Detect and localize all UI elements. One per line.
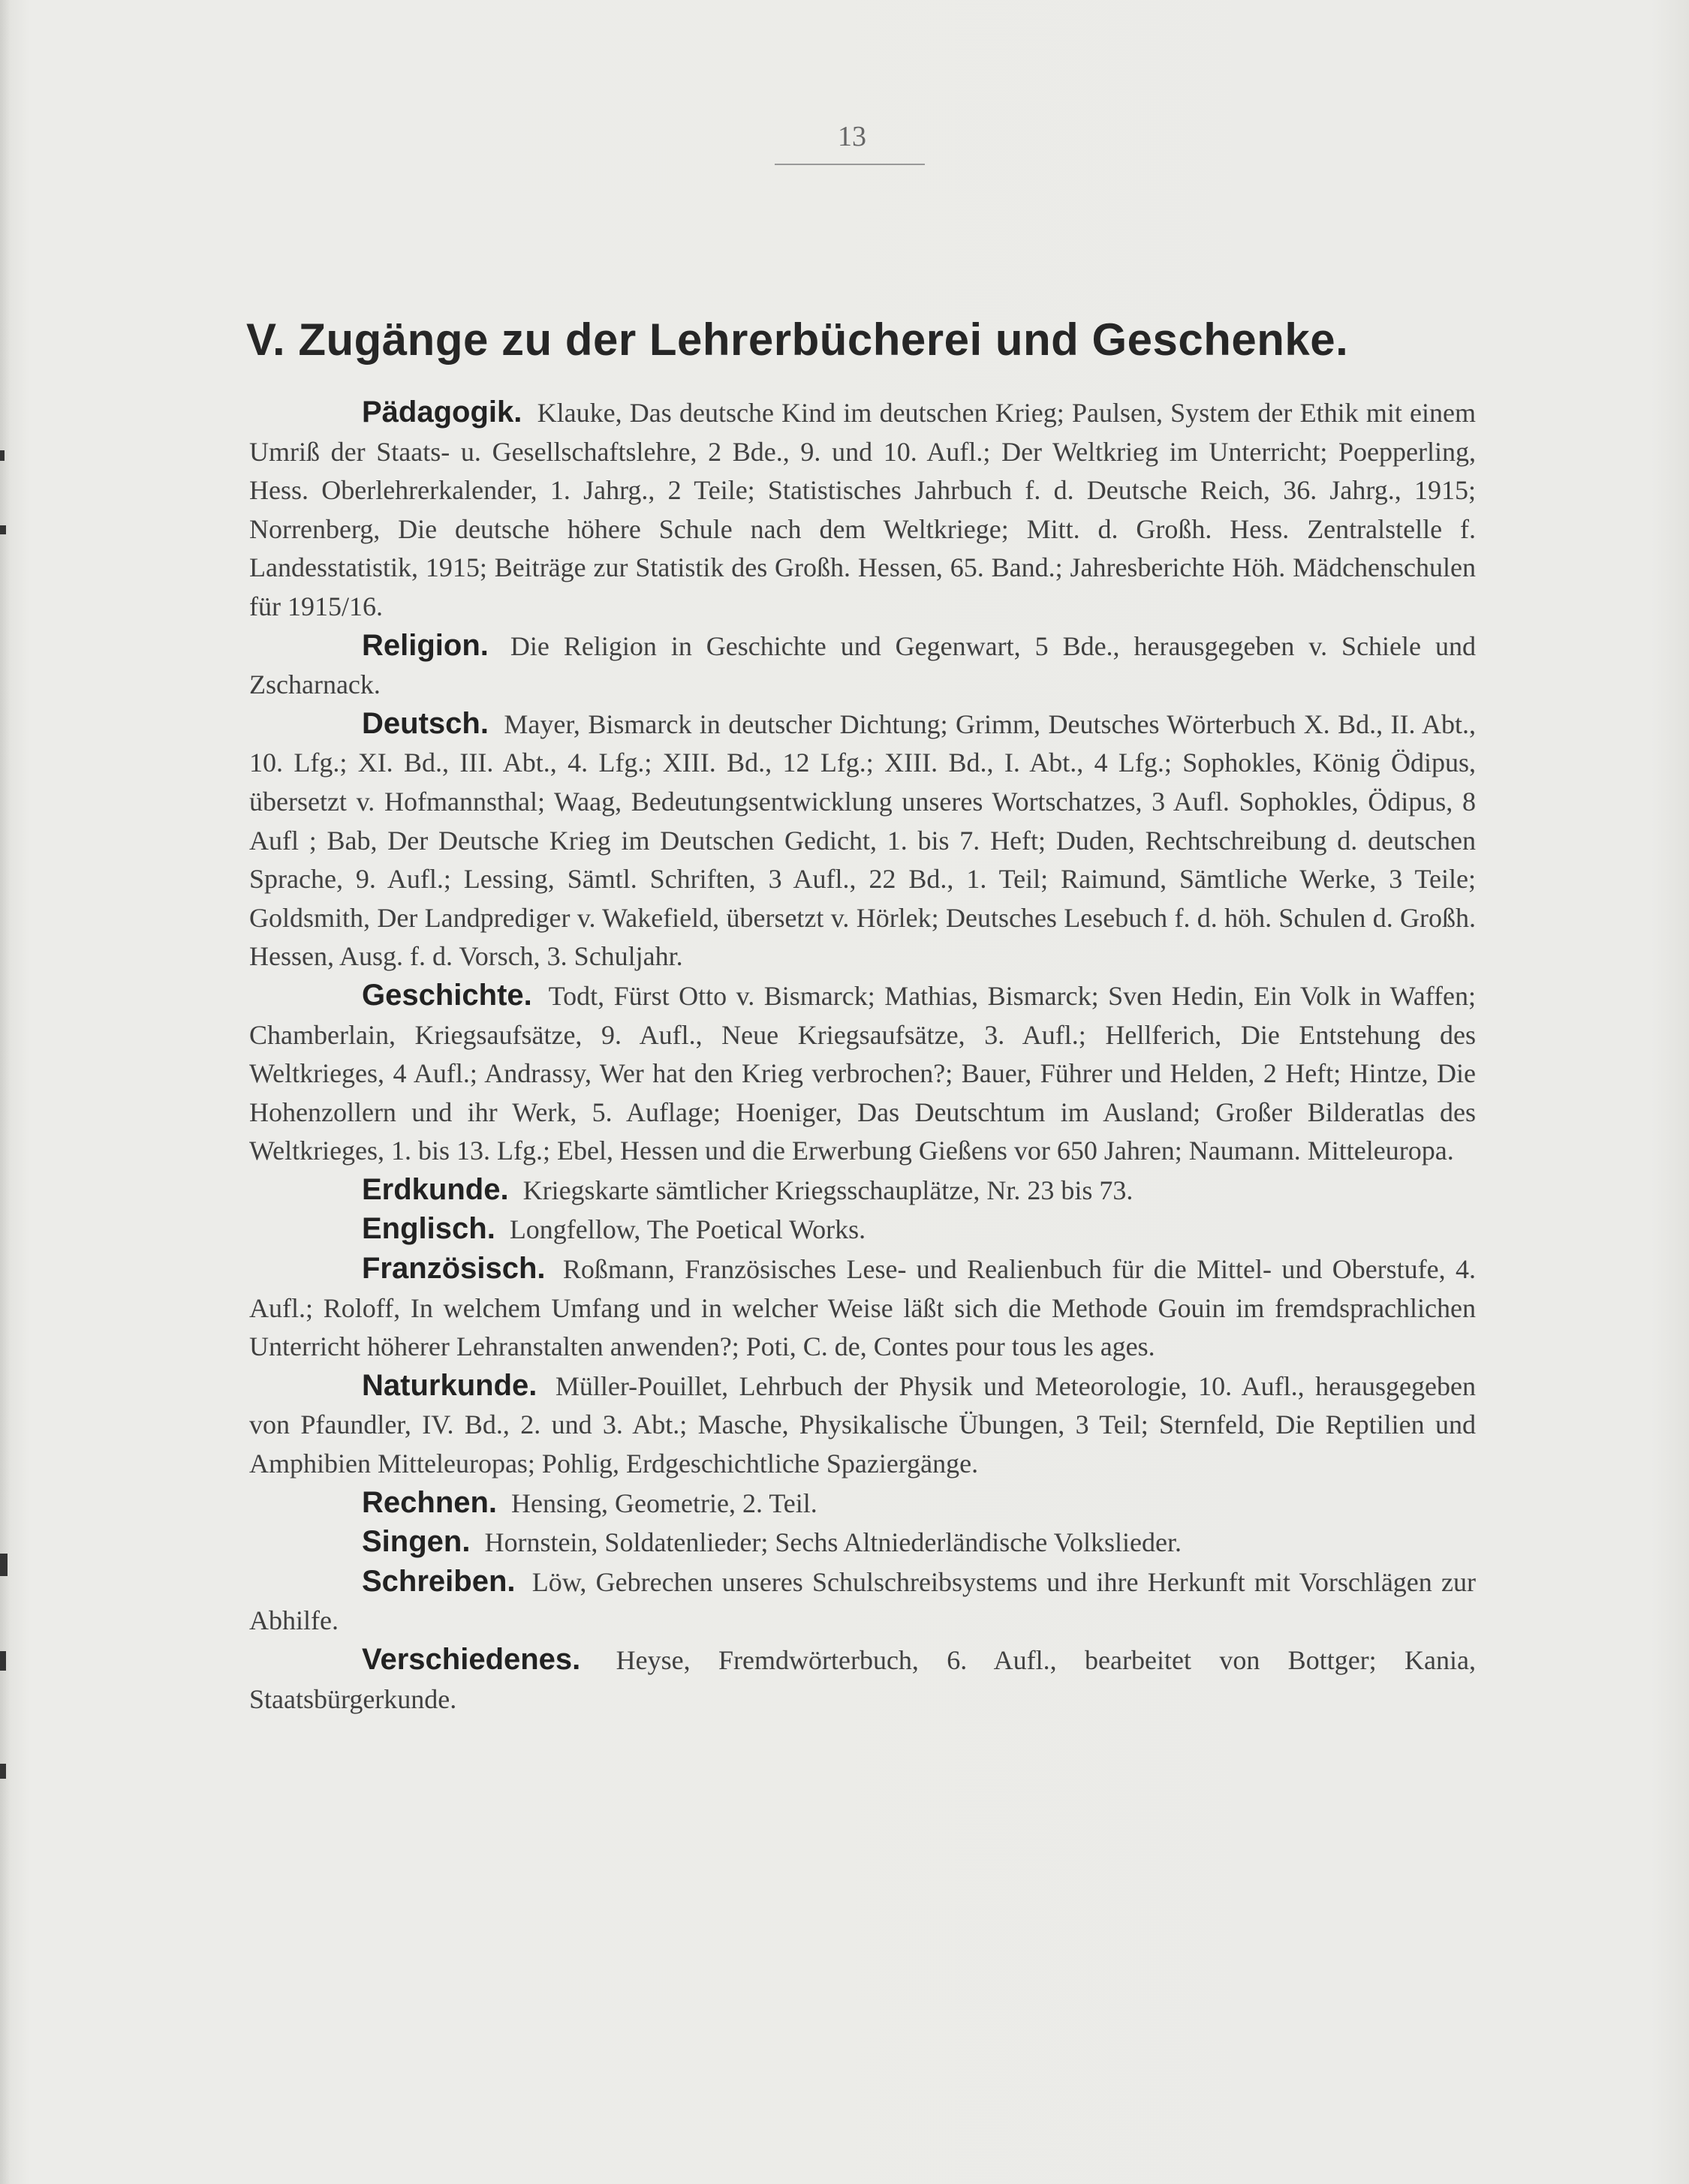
section-geschichte xyxy=(249,976,1476,1171)
section-label: Naturkunde. xyxy=(362,1368,537,1402)
section-franzoesisch xyxy=(249,1250,1476,1367)
section-label: Pädagogik. xyxy=(362,396,522,429)
section-religion xyxy=(249,627,1476,705)
section-singen xyxy=(249,1523,1476,1563)
section-schreiben xyxy=(249,1563,1476,1641)
section-paedagogik xyxy=(249,393,1476,627)
section-label: Geschichte. xyxy=(362,978,532,1012)
section-label: Singen. xyxy=(362,1525,471,1559)
section-label: Verschiedenes. xyxy=(362,1643,581,1676)
section-text: Müller-Pouillet, Lehrbuch der Physik und Meteorologie, 10. Aufl., herausgegeben von Pfaundler, IV. Bd., 2. und 3. Abt.; Masche, Physikalische Übungen, 3 Teil; Sternfeld, Die Reptilien und Amphibien Mitteleuropas; Pohlig, Erdgeschichtliche Spaziergänge. xyxy=(249,1370,1476,1479)
section-label: Französisch. xyxy=(362,1252,546,1286)
binding-mark xyxy=(0,450,5,461)
section-text: Heyse, Fremdwörterbuch, 6. Aufl., bearbeitet von Bottger; Kania, Staatsbürgerkunde. xyxy=(249,1645,1476,1714)
acquisitions-list xyxy=(249,393,1476,1719)
binding-mark xyxy=(0,1764,6,1779)
page-number-rule xyxy=(775,164,925,165)
section-text: Hensing, Geometrie, 2. Teil. xyxy=(511,1488,817,1518)
section-label: Rechnen. xyxy=(362,1485,498,1519)
section-text: Roßmann, Französisches Lese- und Realienbuch für die Mittel- und Oberstufe, 4. Aufl.; Roloff, In welchem Umfang und in welcher Weise läßt sich die Methode Gouin im fremdsprachlichen Unterricht höherer Lehranstalten anwenden?; Poti, C. de, Contes pour tous les ages. xyxy=(249,1254,1476,1362)
section-label: Religion. xyxy=(362,628,489,662)
section-text: Longfellow, The Poetical Works. xyxy=(509,1214,866,1245)
section-label: Erdkunde. xyxy=(362,1172,509,1206)
section-text: Klauke, Das deutsche Kind im deutschen Krieg; Paulsen, System der Ethik mit einem Umriß der Staats- u. Gesellschaftslehre, 2 Bde., 9. und 10. Aufl.; Der Weltkrieg im Unterricht; Poepperling, Hess. Oberlehrerkalender, 1. Jahrg., 2 Teile; Statistisches Jahrbuch f. d. Deutsche Reich, 36. Jahrg., 1915; Norrenberg, Die deutsche höhere Schule nach dem Weltkriege; Mitt. d. Großh. Hess. Zentralstelle f. Landesstatistik, 1915; Beiträge zur Statistik des Großh. Hessen, 65. Band.; Jahresberichte Höh. Mädchenschulen für 1915/16. xyxy=(249,398,1477,621)
binding-mark xyxy=(0,525,6,534)
section-text: Todt, Fürst Otto v. Bismarck; Mathias, Bismarck; Sven Hedin, Ein Volk in Waffen; Chamberlain, Kriegsaufsätze, 9. Aufl., Neue Kriegsaufsätze, 3. Aufl.; Hellferich, Die Entstehung des Weltkrieges, 4 Aufl.; Andrassy, Wer hat den Krieg verbrochen?; Bauer, Führer und Helden, 2 Heft; Hintze, Die Hohenzollern und ihr Werk, 5. Auflage; Hoeniger, Das Deutschtum im Ausland; Großer Bilderatlas des Weltkrieges, 1. bis 13. Lfg.; Ebel, Hessen und die Erwerbung Gießens vor 650 Jahren; Naumann. Mitteleuropa. xyxy=(249,980,1476,1166)
section-naturkunde xyxy=(249,1367,1476,1484)
page-number: 13 xyxy=(838,121,866,152)
page-heading: V. Zugänge zu der Lehrerbücherei und Geschenke. xyxy=(246,314,1349,365)
section-text: Mayer, Bismarck in deutscher Dichtung; Grimm, Deutsches Wörterbuch X. Bd., II. Abt., 10. Lfg.; XI. Bd., III. Abt., 4. Lfg.; XIII. Bd., 12 Lfg.; XIII. Bd., I. Abt., 4 Lfg.; Sophokles, König Ödipus, übersetzt v. Hofmannsthal; Waag, Bedeutungsentwicklung unseres Wortschatzes, 3 Aufl. Sophokles, Ödipus, 8 Aufl ; Bab, Der Deutsche Krieg im Deutschen Gedicht, 1. bis 7. Heft; Duden, Rechtschreibung d. deutschen Sprache, 9. Aufl.; Lessing, Sämtl. Schriften, 3 Aufl., 22 Bd., 1. Teil; Raimund, Sämtliche Werke, 3 Teile; Goldsmith, Der Landprediger v. Wakefield, übersetzt v. Hörlek; Deutsches Lesebuch f. d. höh. Schulen d. Großh. Hessen, Ausg. f. d. Vorsch, 3. Schuljahr. xyxy=(249,708,1476,972)
section-label: Englisch. xyxy=(362,1212,495,1246)
section-text: Löw, Gebrechen unseres Schulschreibsystems und ihre Herkunft mit Vorschlägen zur Abhilfe. xyxy=(249,1566,1476,1636)
binding-mark xyxy=(0,1651,6,1671)
binding-mark xyxy=(0,1554,8,1576)
section-label: Schreiben. xyxy=(362,1564,516,1598)
section-erdkunde xyxy=(249,1171,1476,1211)
section-rechnen xyxy=(249,1484,1476,1524)
section-label: Deutsch. xyxy=(362,706,489,740)
section-verschiedenes xyxy=(249,1641,1476,1719)
section-text: Kriegskarte sämtlicher Kriegsschauplätze, Nr. 23 bis 73. xyxy=(522,1175,1134,1205)
section-text: Hornstein, Soldatenlieder; Sechs Altniederländische Volkslieder. xyxy=(484,1527,1182,1558)
section-englisch xyxy=(249,1210,1476,1250)
section-text: Die Religion in Geschichte und Gegenwart, 5 Bde., herausgegeben v. Schiele und Zscharnack. xyxy=(249,630,1477,700)
section-deutsch xyxy=(249,705,1476,976)
